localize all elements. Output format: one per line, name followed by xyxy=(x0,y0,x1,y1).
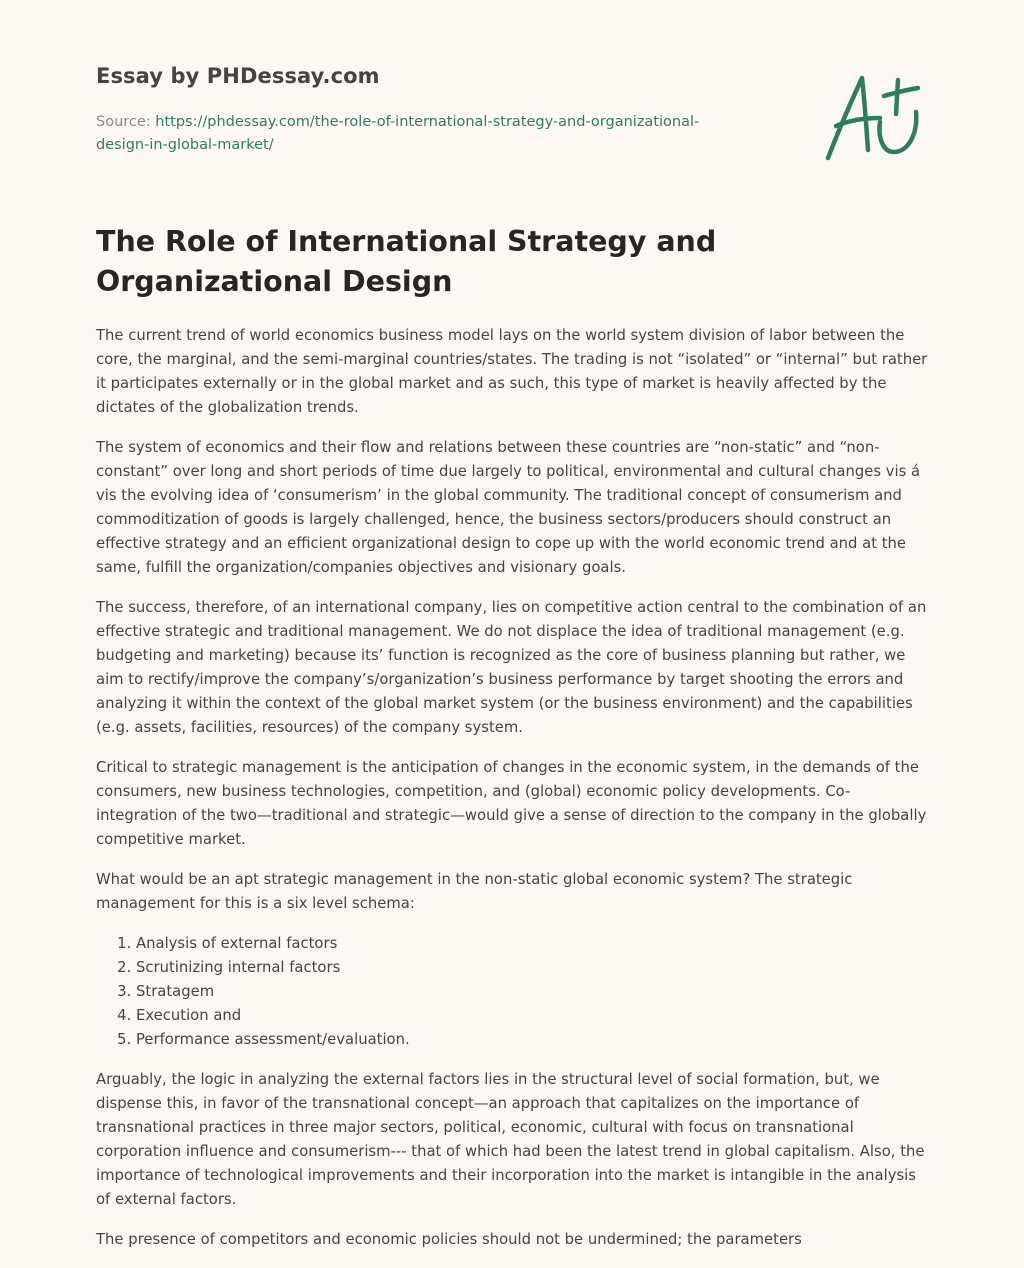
paragraph: Critical to strategic management is the anticipation of changes in the economic system, in the demands of the consumers, new business technologies, competition, and (global) economic policy developments. Co-integration of the two—traditional and strategic—would give a sense of direction to the company in the globally competitive market. xyxy=(96,759,927,848)
page-title: The Role of International Strategy and Organizational Design xyxy=(96,225,717,298)
source-link-line1: https://phdessay.com/the-role-of-international-strategy-and-organizational- xyxy=(155,114,700,130)
site-brand: Essay by PHDessay.com xyxy=(96,64,380,88)
source-link[interactable] xyxy=(96,114,699,153)
source-label: Source: xyxy=(96,114,151,130)
list-item: 4. Execution and xyxy=(136,1004,928,1028)
schema-list xyxy=(96,932,928,1052)
paragraph: Arguably, the logic in analyzing the external factors lies in the structural level of social formation, but, we dispense this, in favor of the transnational concept—an approach that capitalizes on the importance of transnational practices in three major sectors, political, economic, cultural with focus on transnational corporation influence and consumerism--- that of which had been the latest trend in global capitalism. Also, the importance of technological improvements and their incorporation into the market is intangible in the analysis of external factors. xyxy=(96,1071,925,1208)
source-link-line2: design-in-global-market/ xyxy=(96,137,274,153)
a-plus-logo-icon xyxy=(820,66,930,166)
source-line xyxy=(96,111,756,157)
paragraph: The success, therefore, of an international company, lies on competitive action central to the combination of an effective strategic and traditional management. We do not displace the idea of traditional management (e.g. budgeting and marketing) because its’ function is recognized as the core of business planning but rather, we aim to rectify/improve the company’s/organization’s business performance by target shooting the errors and analyzing it within the context of the global market system (or the business environment) and the capabilities (e.g. assets, facilities, resources) of the company system. xyxy=(96,599,927,736)
list-item: 3. Stratagem xyxy=(136,980,928,1004)
article-body xyxy=(96,324,928,1268)
paragraph: What would be an apt strategic management in the non-static global economic system? The strategic management for this is a six level schema: xyxy=(96,871,853,912)
paragraph: The presence of competitors and economic policies should not be undermined; the parameters xyxy=(96,1231,802,1248)
paragraph: The system of economics and their flow and relations between these countries are “non-static” and “non-constant” over long and short periods of time due largely to political, environmental and cultural changes vis á vis the evolving idea of ‘consumerism’ in the global community. The traditional concept of consumerism and commoditization of goods is largely challenged, hence, the business sectors/producers should construct an effective strategy and an efficient organizational design to cope up with the world economic trend and at the same, fulfill the organization/companies objectives and visionary goals. xyxy=(96,439,921,576)
paragraph: The current trend of world economics business model lays on the world system division of labor between the core, the marginal, and the semi-marginal countries/states. The trading is not “isolated” or “internal” but rather it participates externally or in the global market and as such, this type of market is heavily affected by the dictates of the globalization trends. xyxy=(96,327,928,416)
list-item: 1. Analysis of external factors xyxy=(136,932,928,956)
list-item: 5. Performance assessment/evaluation. xyxy=(136,1028,928,1052)
list-item: 2. Scrutinizing internal factors xyxy=(136,956,928,980)
